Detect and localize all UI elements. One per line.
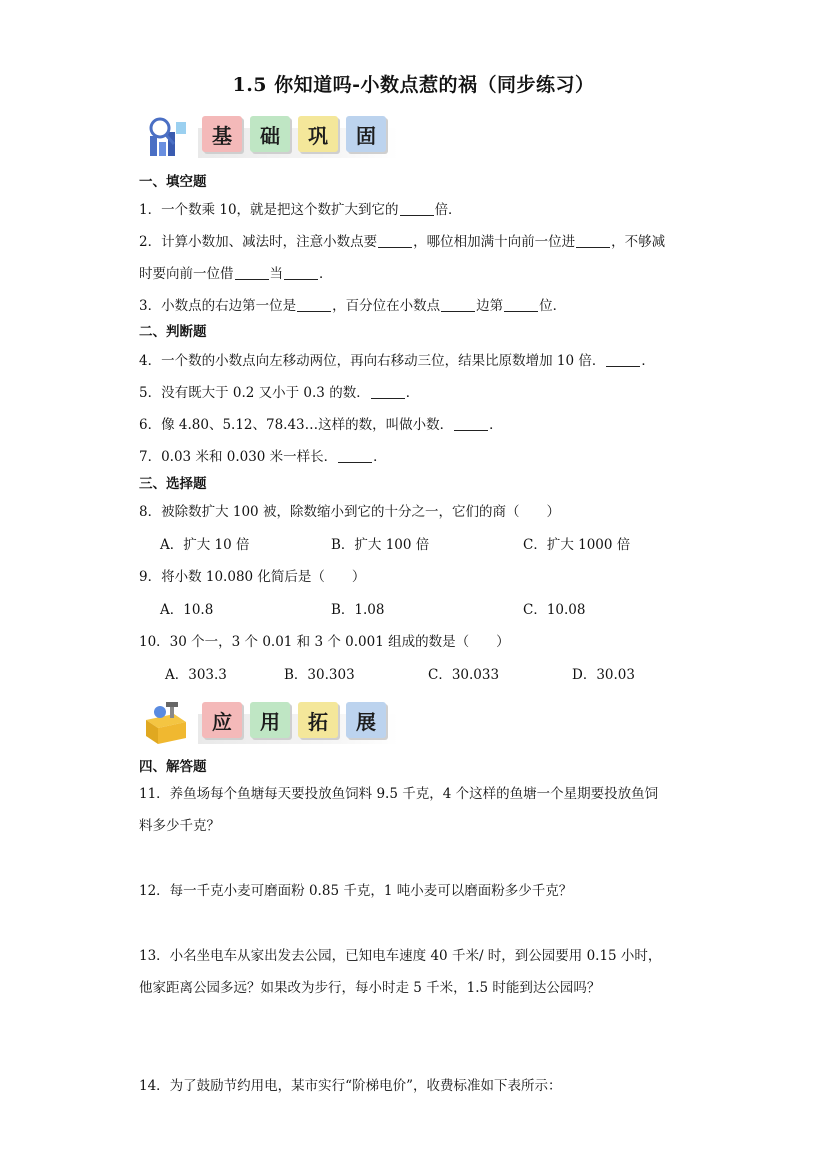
question-text: ，不够减	[611, 234, 666, 250]
banner-tile: 巩	[298, 116, 338, 152]
banner-tile: 础	[250, 116, 290, 152]
answer-blank[interactable]	[441, 297, 475, 312]
question-text: 倍．	[434, 202, 462, 218]
question-11: 11．养鱼场每个鱼塘每天要投放鱼饲料 9.5 千克，4 个这样的鱼塘一个星期要投放鱼饲	[139, 786, 659, 802]
answer-blank[interactable]	[606, 352, 640, 367]
banner-tile: 固	[346, 116, 386, 152]
banner-tile: 用	[250, 702, 290, 738]
question-8: 8．被除数扩大 100 被，除数缩小到它的十分之一，它们的商（ ）	[139, 504, 560, 520]
answer-blank[interactable]	[371, 384, 405, 399]
question-5	[139, 383, 419, 403]
q10-option-c[interactable]: C．30.033	[428, 667, 500, 683]
q9-option-c[interactable]: C．10.08	[523, 602, 586, 618]
question-text: ．	[489, 417, 503, 433]
question-text: ．	[373, 449, 387, 465]
section-word-problems: 四、解答题	[139, 759, 207, 775]
question-4	[139, 351, 655, 371]
question-text: 4．一个数的小数点向左移动两位，再向右移动三位，结果比原数增加 10 倍．	[139, 353, 606, 369]
banner-basic	[140, 114, 402, 160]
question-7	[139, 447, 387, 467]
magnifier-chart-icon	[140, 114, 192, 160]
q10-option-a[interactable]: A．303.3	[165, 667, 227, 683]
question-text: ．	[405, 385, 420, 401]
question-text: ，哪位相加满十向前一位进	[413, 234, 576, 250]
question-6	[139, 415, 503, 435]
question-2-cont	[139, 264, 333, 284]
answer-blank[interactable]	[297, 297, 331, 312]
question-text: ，百分位在小数点	[332, 298, 441, 314]
answer-blank[interactable]	[378, 233, 412, 248]
answer-blank[interactable]	[504, 297, 538, 312]
question-text: ．	[641, 353, 655, 369]
section-fill-blank: 一、填空题	[139, 174, 207, 190]
question-text: 7．0.03 米和 0.030 米一样长．	[139, 449, 338, 465]
question-3	[139, 296, 566, 316]
question-text: 边第	[476, 298, 504, 314]
answer-blank[interactable]	[576, 233, 610, 248]
page-title: 1.5 你知道吗-小数点惹的祸（同步练习）	[232, 74, 595, 96]
question-text: 当	[269, 266, 283, 282]
q9-option-a[interactable]: A．10.8	[160, 602, 214, 618]
answer-blank[interactable]	[454, 416, 488, 431]
q10-option-d[interactable]: D．30.03	[572, 667, 635, 683]
banner-tile: 展	[346, 702, 386, 738]
question-13: 13．小名坐电车从家出发去公园，已知电车速度 40 千米/ 时，到公园要用 0.15 小时，	[139, 948, 662, 964]
q9-option-b[interactable]: B．1.08	[331, 602, 385, 618]
q8-option-b[interactable]: B．扩大 100 倍	[331, 537, 430, 553]
answer-blank[interactable]	[284, 265, 318, 280]
section-multiple-choice: 三、选择题	[139, 476, 207, 492]
q8-option-a[interactable]: A．扩大 10 倍	[160, 537, 250, 553]
question-text: 1．一个数乘 10，就是把这个数扩大到它的	[139, 202, 399, 218]
banner-tile: 应	[202, 702, 242, 738]
question-text: 6．像 4.80、5.12、78.43…这样的数，叫做小数．	[139, 417, 454, 433]
question-text: 5．没有既大于 0.2 又小于 0.3 的数．	[139, 385, 370, 401]
question-2	[139, 232, 665, 252]
question-10: 10．30 个一，3 个 0.01 和 3 个 0.001 组成的数是（ ）	[139, 634, 510, 650]
question-text: ．	[319, 266, 333, 282]
question-text: 位．	[539, 298, 567, 314]
banner-tile: 基	[202, 116, 242, 152]
question-9: 9．将小数 10.080 化简后是（ ）	[139, 569, 366, 585]
question-11-cont: 料多少千克？	[139, 818, 220, 834]
question-1	[139, 200, 462, 220]
banner-apply	[140, 700, 402, 746]
banner-tile: 拓	[298, 702, 338, 738]
answer-blank[interactable]	[400, 201, 434, 216]
section-true-false: 二、判断题	[139, 324, 207, 340]
question-13-cont: 他家距离公园多远？如果改为步行，每小时走 5 千米，1.5 时能到达公园吗？	[139, 980, 601, 996]
question-text: 时要向前一位借	[139, 266, 234, 282]
question-text: 2．计算小数加、减法时，注意小数点要	[139, 234, 378, 250]
q8-option-c[interactable]: C．扩大 1000 倍	[523, 537, 631, 553]
answer-blank[interactable]	[235, 265, 269, 280]
toolbox-icon	[140, 700, 192, 746]
question-14: 14．为了鼓励节约用电，某市实行“阶梯电价”，收费标准如下表所示：	[139, 1078, 562, 1094]
question-text: 3．小数点的右边第一位是	[139, 298, 297, 314]
question-12: 12．每一千克小麦可磨面粉 0.85 千克，1 吨小麦可以磨面粉多少千克？	[139, 883, 573, 899]
q10-option-b[interactable]: B．30.303	[284, 667, 355, 683]
answer-blank[interactable]	[338, 448, 372, 463]
